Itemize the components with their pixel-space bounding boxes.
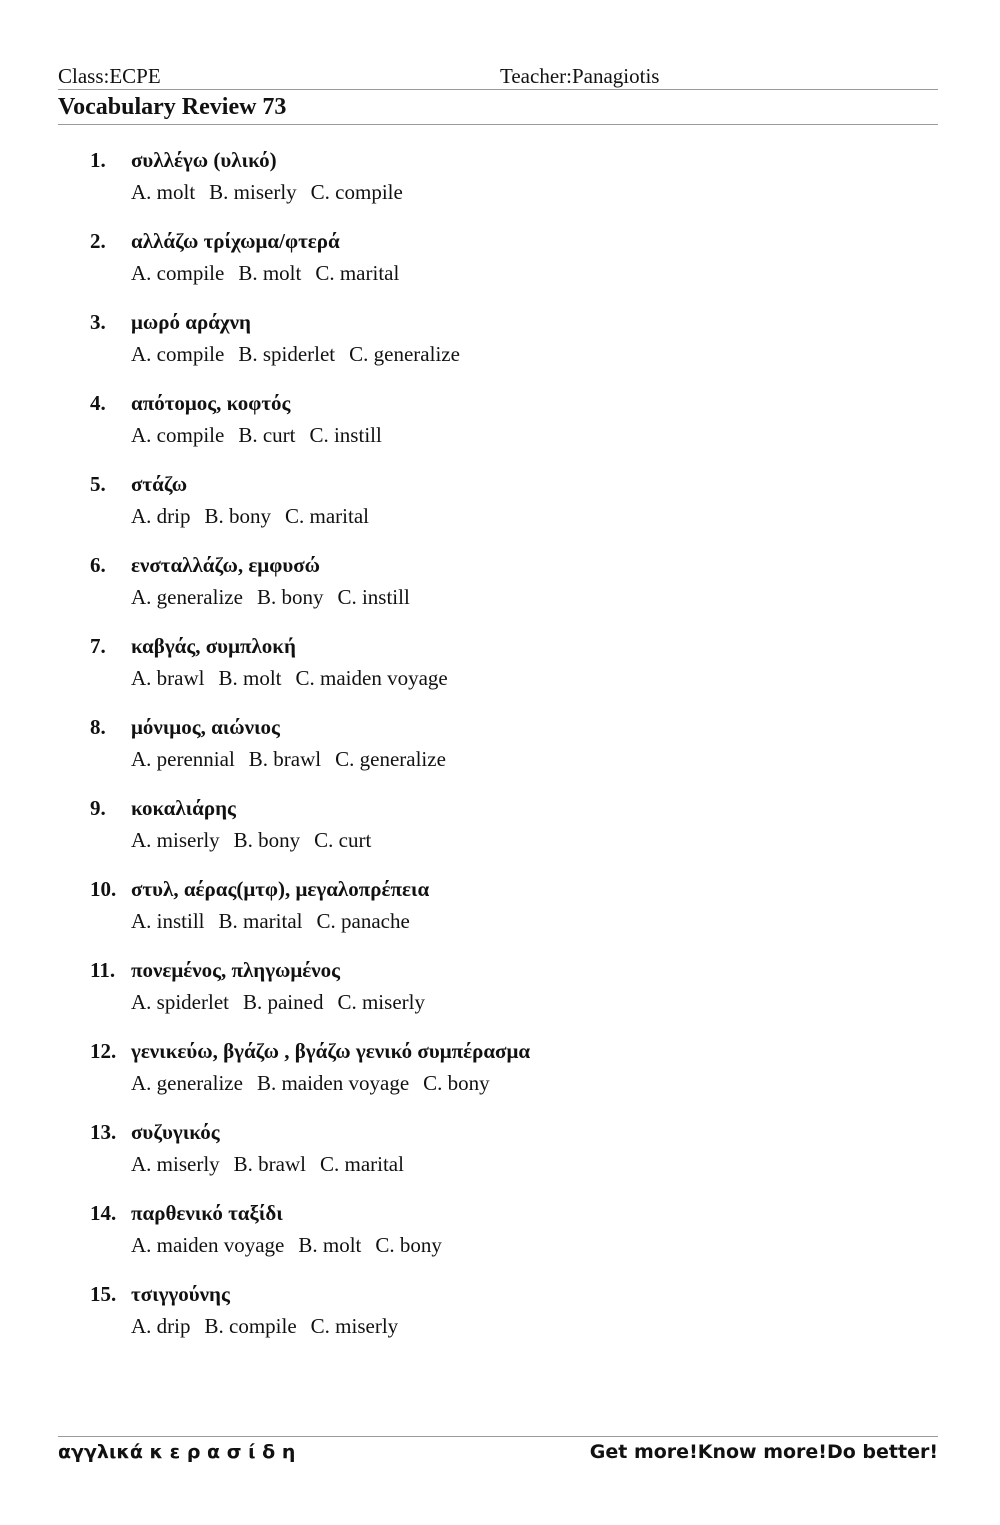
question-prompt: συλλέγω (υλικό) xyxy=(131,148,277,172)
answer-option[interactable]: B. miserly xyxy=(209,180,297,204)
answer-option[interactable]: B. brawl xyxy=(233,1152,306,1176)
answer-option[interactable]: B. molt xyxy=(238,261,302,285)
answer-options xyxy=(131,990,439,1015)
answer-option[interactable]: B. compile xyxy=(204,1314,297,1338)
class-label: Class:ECPE xyxy=(58,64,161,88)
question-item xyxy=(0,229,1000,310)
answer-options xyxy=(131,180,417,205)
question-item xyxy=(0,148,1000,229)
answer-option[interactable]: A. generalize xyxy=(131,1071,243,1095)
question-number: 13. xyxy=(90,1120,117,1144)
answer-option[interactable]: C. miserly xyxy=(337,990,425,1014)
footer-left-text: αγγλικά κ ε ρ α σ ί δ η xyxy=(58,1441,296,1463)
question-prompt: παρθενικό ταξίδι xyxy=(131,1201,283,1225)
answer-option[interactable]: A. molt xyxy=(131,180,196,204)
page-title: Vocabulary Review 73 xyxy=(58,94,287,120)
question-number: 5. xyxy=(90,472,106,496)
question-prompt: αλλάζω τρίχωμα/φτερά xyxy=(131,229,340,253)
question-item xyxy=(0,796,1000,877)
answer-option[interactable]: C. instill xyxy=(309,423,382,447)
answer-option[interactable]: C. curt xyxy=(314,828,372,852)
answer-options xyxy=(131,261,413,286)
question-item xyxy=(0,1039,1000,1120)
title-divider xyxy=(58,124,938,125)
question-item xyxy=(0,310,1000,391)
answer-options xyxy=(131,1071,504,1096)
question-item xyxy=(0,472,1000,553)
answer-option[interactable]: B. curt xyxy=(238,423,296,447)
answer-options xyxy=(131,747,460,772)
question-number: 11. xyxy=(90,958,116,982)
answer-option[interactable]: C. maiden voyage xyxy=(295,666,448,690)
answer-option[interactable]: A. drip xyxy=(131,504,191,528)
answer-option[interactable]: A. generalize xyxy=(131,585,243,609)
answer-option[interactable]: B. bony xyxy=(204,504,272,528)
footer-slogan: Get more!Know more!Do better! xyxy=(589,1441,938,1463)
answer-option[interactable]: B. maiden voyage xyxy=(256,1071,410,1095)
question-number: 9. xyxy=(90,796,106,820)
answer-option[interactable]: C. generalize xyxy=(335,747,446,771)
answer-options xyxy=(131,828,385,853)
answer-option[interactable]: A. compile xyxy=(131,342,225,366)
teacher-label: Teacher:Panagiotis xyxy=(500,64,660,88)
answer-options xyxy=(131,1233,456,1258)
question-item xyxy=(0,715,1000,796)
question-number: 15. xyxy=(90,1282,117,1306)
answer-option[interactable]: C. panache xyxy=(316,909,410,933)
question-prompt: μόνιμος, αιώνιος xyxy=(131,715,280,739)
answer-option[interactable]: A. brawl xyxy=(131,666,205,690)
question-prompt: μωρό αράχνη xyxy=(131,310,251,334)
answer-options xyxy=(131,423,396,448)
question-prompt: πονεμένος, πληγωμένος xyxy=(131,958,341,982)
question-number: 1. xyxy=(90,148,106,172)
answer-option[interactable]: A. miserly xyxy=(131,1152,220,1176)
question-prompt: στάζω xyxy=(131,472,188,496)
question-number: 8. xyxy=(90,715,106,739)
footer-divider xyxy=(58,1436,938,1437)
answer-options xyxy=(131,666,462,691)
question-prompt: κοκαλιάρης xyxy=(131,796,236,820)
answer-options xyxy=(131,342,474,367)
question-item xyxy=(0,1201,1000,1282)
question-number: 4. xyxy=(90,391,106,415)
answer-option[interactable]: A. perennial xyxy=(131,747,235,771)
answer-option[interactable]: B. bony xyxy=(256,585,324,609)
header-divider xyxy=(58,89,938,90)
answer-option[interactable]: B. molt xyxy=(218,666,282,690)
question-item xyxy=(0,634,1000,715)
question-prompt: ενσταλλάζω, εμφυσώ xyxy=(131,553,320,577)
question-prompt: γενικεύω, βγάζω , βγάζω γενικό συμπέρασμα xyxy=(131,1039,531,1063)
answer-option[interactable]: C. generalize xyxy=(349,342,460,366)
answer-option[interactable]: C. bony xyxy=(423,1071,490,1095)
answer-options xyxy=(131,909,424,934)
answer-option[interactable]: C. marital xyxy=(285,504,369,528)
question-number: 2. xyxy=(90,229,106,253)
answer-option[interactable]: C. bony xyxy=(375,1233,442,1257)
question-item xyxy=(0,958,1000,1039)
question-number: 14. xyxy=(90,1201,117,1225)
answer-option[interactable]: B. brawl xyxy=(248,747,322,771)
answer-option[interactable]: B. spiderlet xyxy=(238,342,336,366)
answer-option[interactable]: B. marital xyxy=(218,909,303,933)
answer-option[interactable]: B. pained xyxy=(242,990,324,1014)
answer-option[interactable]: C. miserly xyxy=(310,1314,399,1338)
answer-option[interactable]: A. compile xyxy=(131,261,225,285)
question-number: 7. xyxy=(90,634,106,658)
answer-option[interactable]: A. compile xyxy=(131,423,225,447)
question-number: 6. xyxy=(90,553,106,577)
answer-options xyxy=(131,585,424,610)
question-item xyxy=(0,1282,1000,1363)
answer-option[interactable]: B. molt xyxy=(298,1233,362,1257)
answer-option[interactable]: A. drip xyxy=(131,1314,191,1338)
question-prompt: συζυγικός xyxy=(131,1120,220,1144)
answer-option[interactable]: C. compile xyxy=(310,180,403,204)
answer-option[interactable]: A. instill xyxy=(131,909,205,933)
answer-option[interactable]: A. spiderlet xyxy=(131,990,229,1014)
question-number: 10. xyxy=(90,877,117,901)
question-number: 12. xyxy=(90,1039,117,1063)
answer-option[interactable]: B. bony xyxy=(233,828,301,852)
question-prompt: καβγάς, συμπλοκή xyxy=(131,634,296,658)
question-item xyxy=(0,877,1000,958)
question-item xyxy=(0,391,1000,472)
question-prompt: τσιγγούνης xyxy=(131,1282,230,1306)
question-item xyxy=(0,1120,1000,1201)
answer-option[interactable]: C. marital xyxy=(319,1152,404,1176)
answer-option[interactable]: C. instill xyxy=(337,585,410,609)
question-item xyxy=(0,553,1000,634)
question-number: 3. xyxy=(90,310,106,334)
question-prompt: απότομος, κοφτός xyxy=(131,391,291,415)
answer-options xyxy=(131,1314,412,1339)
question-list xyxy=(0,148,1000,1363)
answer-options xyxy=(131,1152,418,1177)
answer-option[interactable]: C. marital xyxy=(315,261,400,285)
question-prompt: στυλ, αέρας(μτφ), μεγαλοπρέπεια xyxy=(131,877,430,901)
answer-options xyxy=(131,504,383,529)
answer-option[interactable]: A. maiden voyage xyxy=(131,1233,285,1257)
answer-option[interactable]: A. miserly xyxy=(131,828,220,852)
